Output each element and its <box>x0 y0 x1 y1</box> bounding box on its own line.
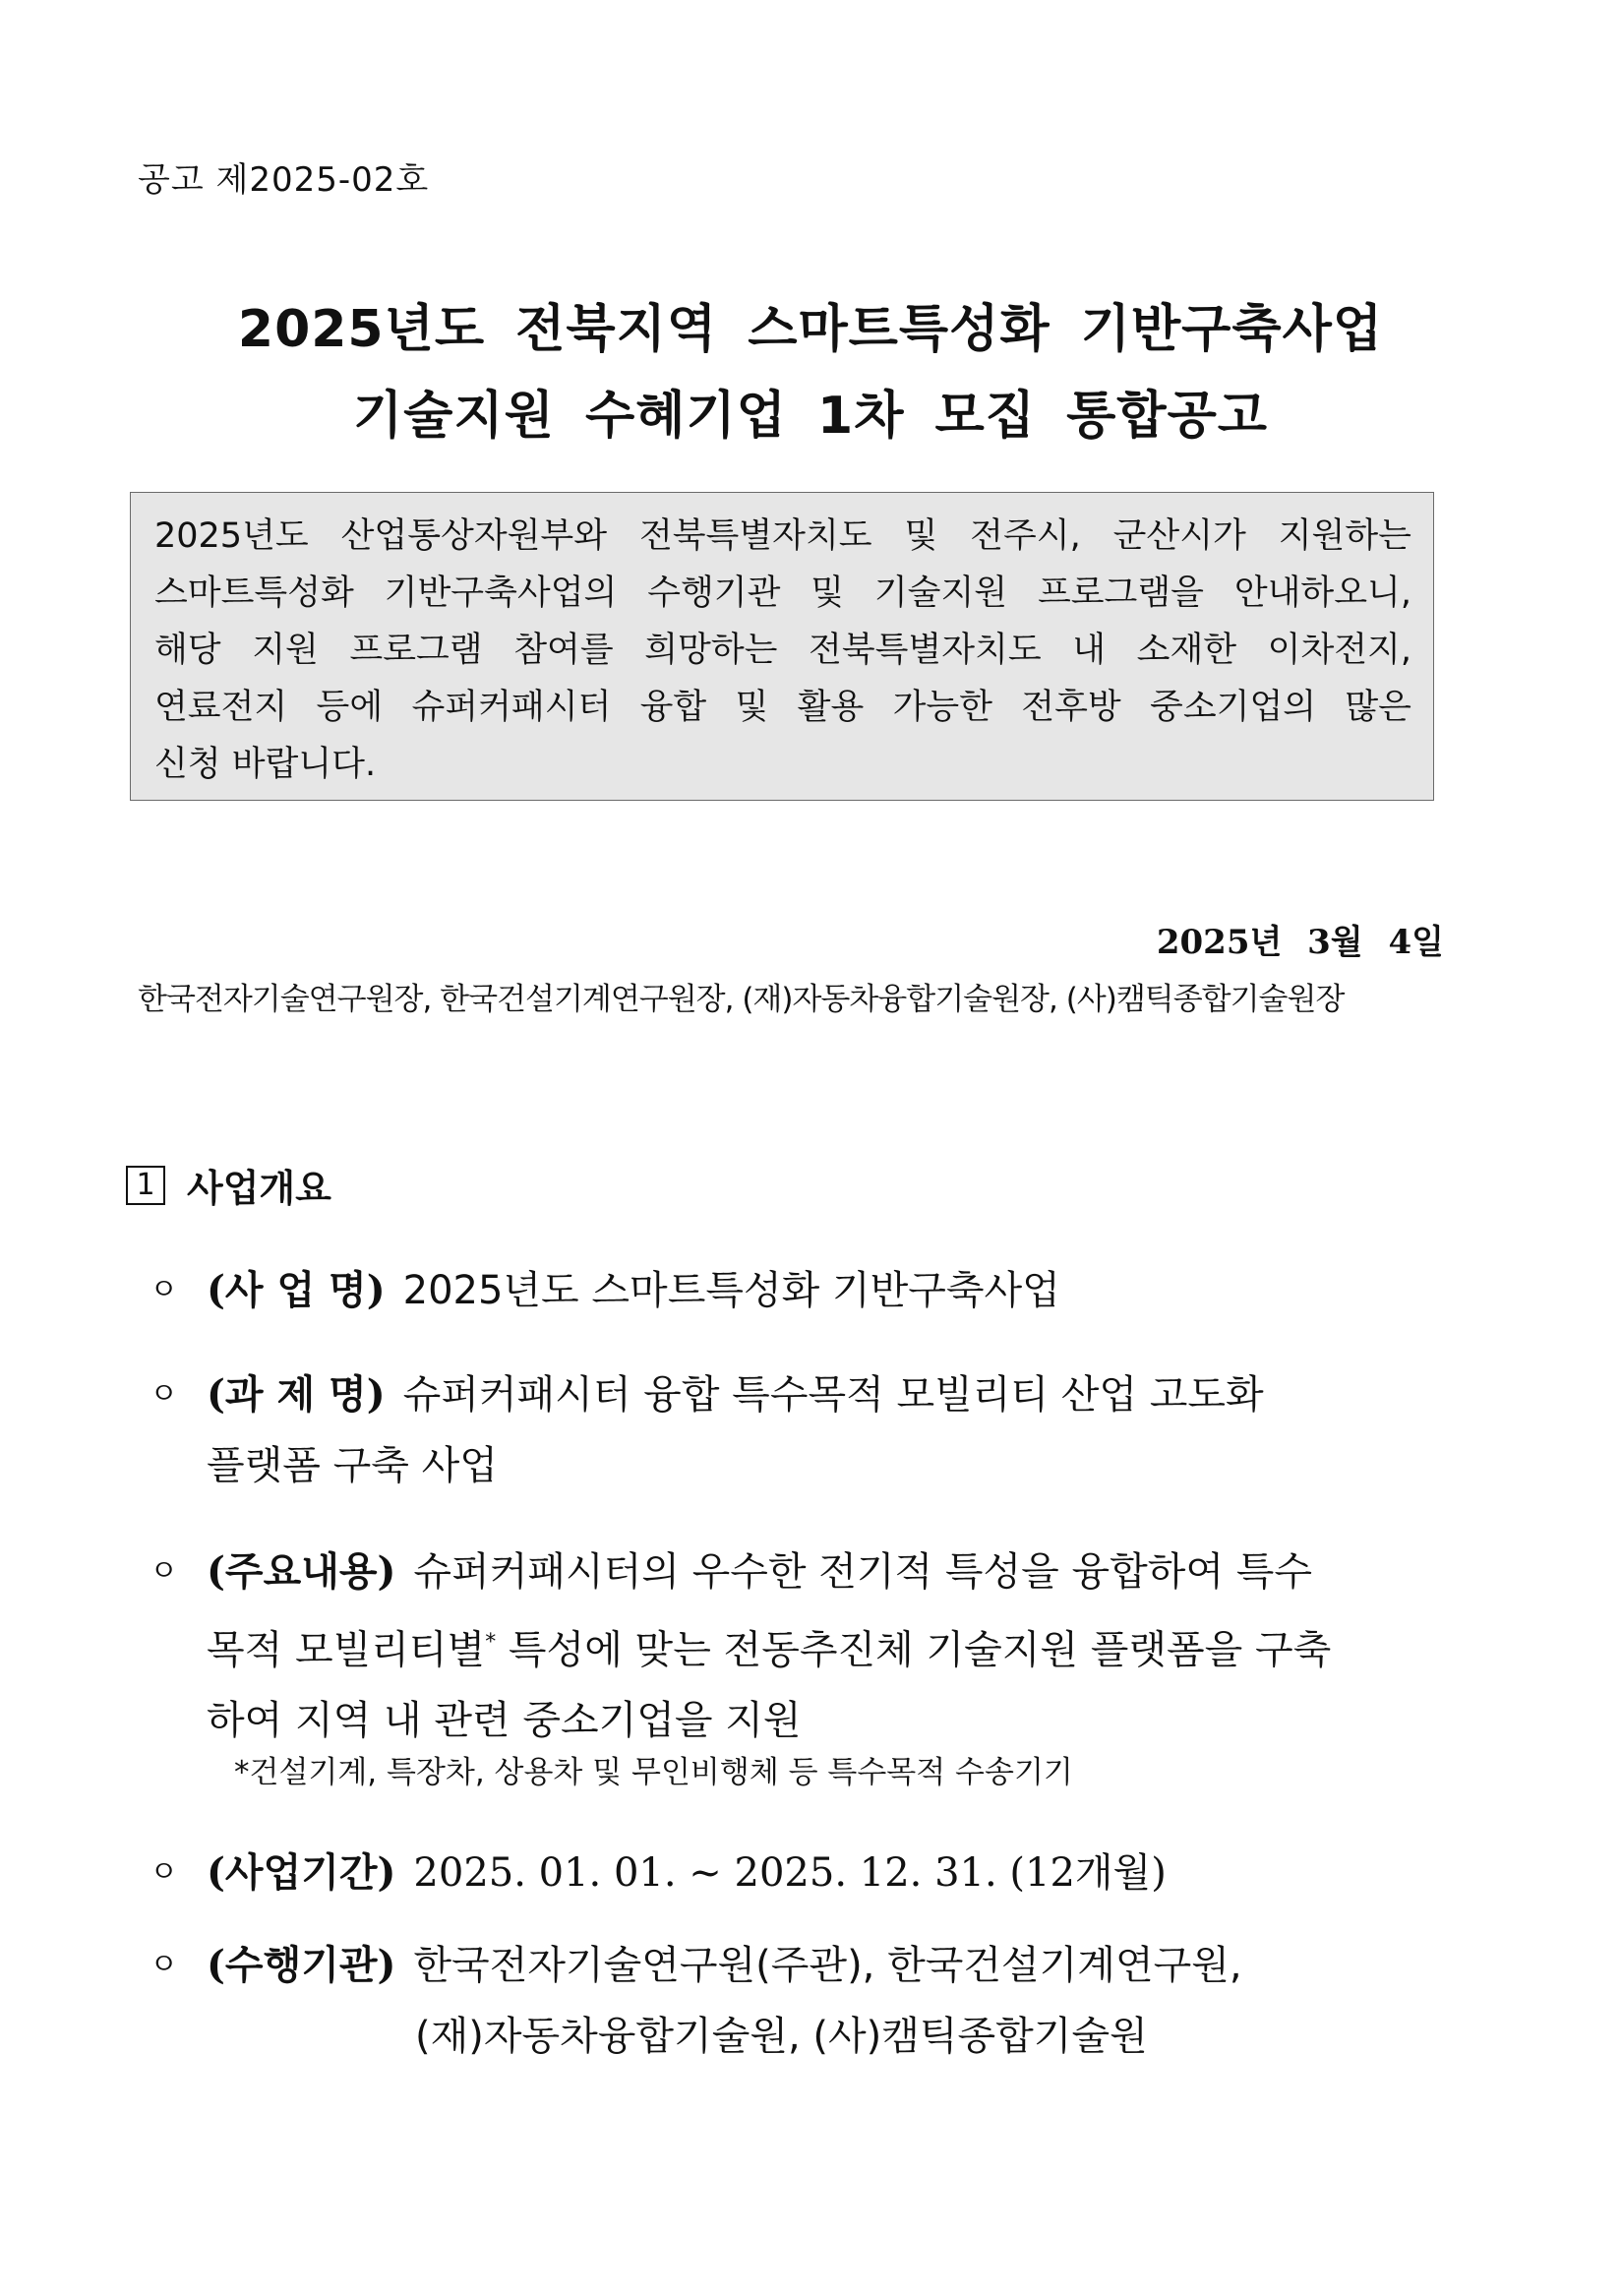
item-text: 플랫폼 구축 사업 <box>207 1443 498 1488</box>
bullet-icon: ㅇ <box>150 1273 178 1307</box>
item-label: (수행기관) <box>207 1942 396 1988</box>
item-label: (주요내용) <box>207 1548 396 1595</box>
bullet-icon: ㅇ <box>150 1855 178 1890</box>
item-text: 목적 모빌리티별 <box>207 1627 486 1673</box>
item-text: 2025. 01. 01. ~ 2025. 12. 31. (12개월) <box>413 1850 1167 1896</box>
summary-line: 신청 바랍니다. <box>154 745 377 784</box>
item-label: (사업기간) <box>207 1849 396 1896</box>
notice-date: 2025년 3월 4일 <box>1156 923 1444 962</box>
summary-line: 2025년도 산업통상자원부와 전북특별자치도 및 전주시, 군산시가 지원하는 <box>154 516 1411 556</box>
item-text: 하여 지역 내 관련 중소기업을 지원 <box>207 1698 802 1744</box>
overview-item-main-content <box>150 1537 1458 1756</box>
overview-item-agencies <box>150 1930 1458 2072</box>
section-number-box: 1 <box>126 1166 165 1205</box>
item-text: 슈퍼커패시터 융합 특수목적 모빌리티 산업 고도화 <box>402 1372 1264 1418</box>
overview-item-project-name <box>150 1255 1458 1326</box>
item-text: 한국전자기술연구원(주관), 한국건설기계연구원, <box>413 1943 1242 1988</box>
footnote-mark: * <box>485 1630 497 1655</box>
item-text: (재)자동차융합기술원, (사)캠틱종합기술원 <box>415 2014 1148 2059</box>
summary-box <box>130 492 1434 801</box>
title-line-2: 기술지원 수혜기업 1차 모집 통합공고 <box>352 387 1269 446</box>
item-text: 2025년도 스마트특성화 기반구축사업 <box>402 1268 1060 1313</box>
overview-item-period <box>150 1838 1458 1908</box>
section-heading <box>126 1158 331 1212</box>
section-title: 사업개요 <box>187 1167 331 1210</box>
bullet-icon: ㅇ <box>150 1554 178 1589</box>
item-label: (사 업 명) <box>207 1267 386 1313</box>
summary-line: 스마트특성화 기반구축사업의 수행기관 및 기술지원 프로그램을 안내하오니, <box>154 574 1411 613</box>
bullet-icon: ㅇ <box>150 1377 178 1412</box>
item-label: (과 제 명) <box>207 1371 386 1418</box>
item-text: 특성에 맞는 전동추진체 기술지원 플랫폼을 구축 <box>508 1627 1332 1673</box>
bullet-icon: ㅇ <box>150 1948 178 1982</box>
notice-number: 공고 제2025-02호 <box>138 160 430 200</box>
overview-item-task-name <box>150 1359 1458 1501</box>
summary-line: 연료전지 등에 슈퍼커패시터 융합 및 활용 가능한 전후방 중소기업의 많은 <box>154 688 1411 727</box>
title-line-1: 2025년도 전북지역 스마트특성화 기반구축사업 <box>237 300 1384 359</box>
signers: 한국전자기술연구원장, 한국건설기계연구원장, (재)자동차융합기술원장, (사)캠틱종합기술원장 <box>138 982 1345 1017</box>
item-text: 슈퍼커패시터의 우수한 전기적 특성을 융합하여 특수 <box>413 1549 1313 1595</box>
summary-line: 해당 지원 프로그램 참여를 희망하는 전북특별자치도 내 소재한 이차전지, <box>154 631 1411 670</box>
footnote: *건설기계, 특장차, 상용차 및 무인비행체 등 특수목적 수송기기 <box>234 1755 1073 1790</box>
